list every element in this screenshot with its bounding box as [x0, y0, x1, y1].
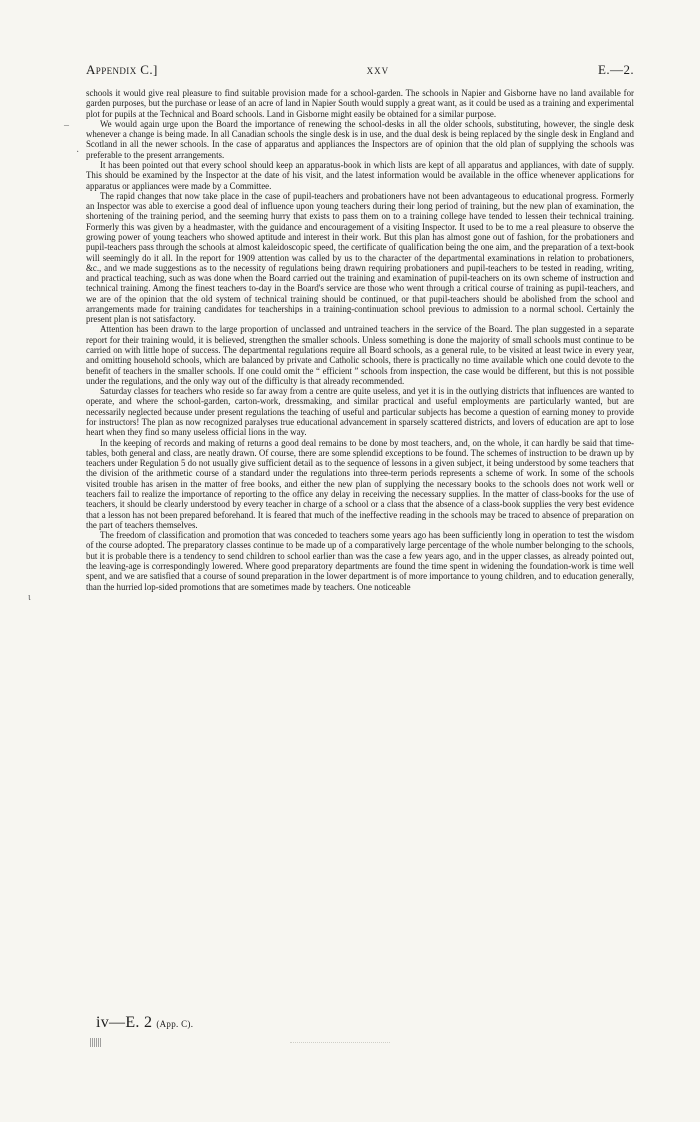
document-code: E.—2.	[598, 62, 634, 77]
document-page	[86, 62, 634, 592]
appendix-label: Appendix C.]	[86, 62, 158, 77]
page-footer	[96, 1014, 193, 1032]
margin-dot-mark: ·	[76, 147, 80, 158]
margin-tick-mark: ι	[28, 592, 31, 603]
paragraph-pupil-teachers: The rapid changes that now take place in the case of pupil-teachers and probationers have not been advantageous to educational progress. Formerly an Inspector was able to exercise a good deal of influence upon young teachers during their long period of training, but the new plan of examination, the shortening of the training period, and the seeming hurry that exists to pass them on to a training college have tended to lessen their technical training. Formerly this was given by a headmaster, with the guidance and encouragement of a visiting Inspector. It used to be to me a real pleasure to observe the growing power of young teachers who showed aptitude and interest in their work. But this plan has almost gone out of fashion, for the probationers and pupil-teachers pass through the schools at almost kaleidoscopic speed, the certificate of qualification being the one aim, and the preparation of a text-book will seemingly do it all. In the report for 1909 attention was called by us to the character of the departmental examinations in relation to probationers, &c., and we made suggestions as to the necessity of regulations being drawn requiring probationers and pupil-teachers to be tested in reading, writing, and practical teaching, such as was done when the Board carried out the training and examination of pupil-teachers on its own scheme of instruction and technical training. Among the finest teachers to-day in the Board's service are those who went through a critical course of training as pupil-teachers, and we are of the opinion that the old system of technical training should be continued, or that pupil-teachers should be abolished from the school and arrangements made for training candidates for teacherships in a training-continuation school previous to admission to a normal school. Certainly the present plan is not satisfactory.	[86, 190, 634, 325]
signature-mark: iv—E. 2	[96, 1014, 153, 1031]
paragraph-school-desks: We would again urge upon the Board the importance of renewing the school-desks in all the older schools, substituting, however, the single desk whenever a change is being made. In all Canadian schools the single desk is in use, and the dual desk is being replaced by the single desk in England and Scotland in all the newer schools. In the case of apparatus and appliances the Inspectors are of opinion that the old plan of supplying the schools was preferable to the present arrangements.	[86, 118, 634, 160]
appendix-reference: (App. C).	[156, 1019, 194, 1029]
faint-dotted-mark	[290, 1042, 390, 1046]
paragraph-apparatus-book: It has been pointed out that every school should keep an apparatus-book in which lists are kept of all apparatus and appliances, with date of supply. This should be examined by the Inspector at the date of his visit, and the latest information would be available in the office whenever applications for apparatus or appliances were made by a Committee.	[86, 159, 634, 191]
paragraph-classification: The freedom of classification and promotion that was conceded to teachers some years ago has been sufficiently long in operation to test the wisdom of the course adopted. The preparatory classes continue to be made up of a comparatively large percentage of the whole number belonging to the schools, but it is probable there is a tendency to send children to school earlier than was the case a few years ago, and in the upper classes, as already pointed out, the leaving-age is correspondingly lowered. Where good preparatory departments are found the time spent in widening the foundation-work is time well spent, and we are satisfied that a course of sound preparation in the lower department is of more importance to young children, and to education generally, than the hurried lop-sided promotions that are sometimes made by teachers. One noticeable	[86, 530, 635, 592]
page-header	[86, 62, 634, 78]
printer-stamp-icon	[90, 1038, 102, 1047]
page-number: xxv	[366, 62, 390, 77]
margin-dash-mark: –	[64, 120, 69, 131]
paragraph-untrained-teachers: Attention has been drawn to the large proportion of unclassed and untrained teachers in the service of the Board. The plan suggested in a separate report for their training would, it is believed, strengthen the smaller schools. Unless something is done the majority of small schools must continue to be carried on with little hope of success. The departmental regulations require all Board schools, as a general rule, to be visited at least twice in every year, and omitting household schools, which are balanced by private and Catholic schools, there is practically no time available which one could devote to the benefit of teachers in the smaller schools. If one could omit the “ efficient ” schools from inspection, the case would be different, but this is not possible under the regulations, and the only way out of the difficulty is that already recommended.	[86, 324, 634, 386]
paragraph-school-gardens: schools it would give real pleasure to find suitable provision made for a school-garden. The schools in Napier and Gisborne have no land available for garden purposes, but the purchase or lease of an acre of land in Napier South would supply a great want, as it could be used as a training and experimental plot for pupils at the Technical and Board schools. Land in Gisborne might easily be obtained for a similar purpose.	[86, 88, 634, 119]
body-text	[86, 88, 634, 592]
paragraph-saturday-classes: Saturday classes for teachers who reside so far away from a centre are quite useless, and yet it is in the outlying districts that influences are wanted to operate, and where the school-garden, carton-work, dressmaking, and similar practical and useful employments are particularly wanted, but are necessarily neglected because under present regulations the teaching of useful and particular subjects has become a question of earning money to provide for instructors! The plan as now recognized paralyses true educational advancement in sparsely scattered districts, and lovers of education are apt to lose heart when they find so many useless official lions in the way.	[86, 386, 634, 438]
paragraph-records-returns: In the keeping of records and making of returns a good deal remains to be done by most teachers, and, on the whole, it can hardly be said that time-tables, both general and class, are neatly drawn. Of course, there are some splendid exceptions to be found. The schemes of instruction to be drawn up by teachers under Regulation 5 do not usually give sufficient detail as to the sequence of lessons in a given subject, it being understood by some teachers that the division of the arithmetic course of a standard under the regulations into three-term periods represents a scheme of work. In some of the schools visited trouble has arisen in the matter of free books, and either the new plan of supplying the necessary books to the schools does not work well or teachers fail to realize the importance of reporting to the office any delay in receiving the necessary supplies. In the matter of class-books for the use of teachers, it should be clearly understood by every teacher in charge of a school or a class that the absence of a class-book supplies the very best evidence that a lesson has not been prepared beforehand. It is feared that much of the ineffective reading in the schools may be traced to absence of preparation on the part of teachers themselves.	[86, 437, 634, 530]
